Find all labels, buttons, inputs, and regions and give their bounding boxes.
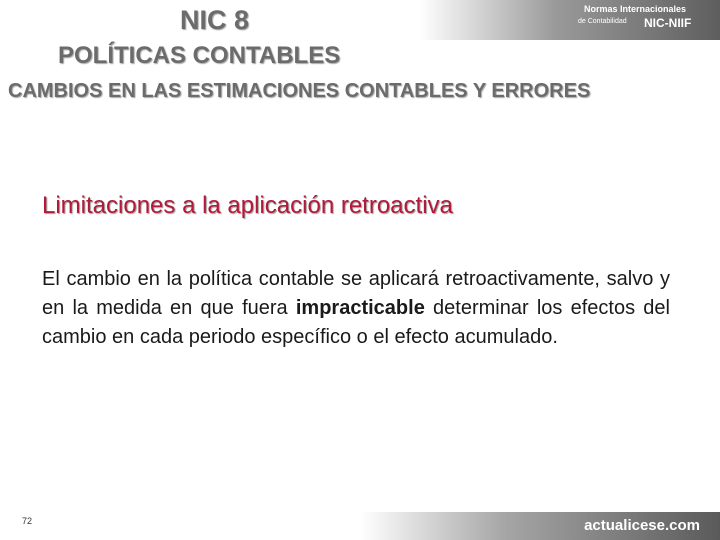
logo-line-normas: Normas Internacionales: [584, 4, 687, 14]
paragraph-text-start: El cambio en la política contable se aplicará retroactivamente, salvo y en la medida en que fuera: [42, 268, 670, 319]
logo-line-contabilidad: de Contabilidad: [578, 18, 627, 25]
logo-line-nic-niif: NIC-NIIF: [644, 16, 692, 30]
page-topic: CAMBIOS EN LAS ESTIMACIONES CONTABLES Y ERRORES: [8, 80, 591, 102]
page-number: 72: [22, 516, 33, 526]
footer-brand-logo: actualicese.com: [584, 517, 700, 534]
section-heading: Limitaciones a la aplicación retroactiva: [42, 192, 453, 219]
page-title: NIC 8: [180, 5, 250, 35]
paragraph-bold-term: impracticable: [295, 297, 425, 319]
page-subtitle: POLÍTICAS CONTABLES: [58, 42, 341, 69]
nic-niif-logo: [578, 4, 708, 38]
paragraph-text-end: determinar los efectos del cambio en cada periodo específico o el efecto acumulado.: [42, 297, 671, 348]
footer-brand-band: [360, 512, 720, 540]
header-logo-band: [420, 0, 720, 40]
body-paragraph: [42, 265, 670, 352]
